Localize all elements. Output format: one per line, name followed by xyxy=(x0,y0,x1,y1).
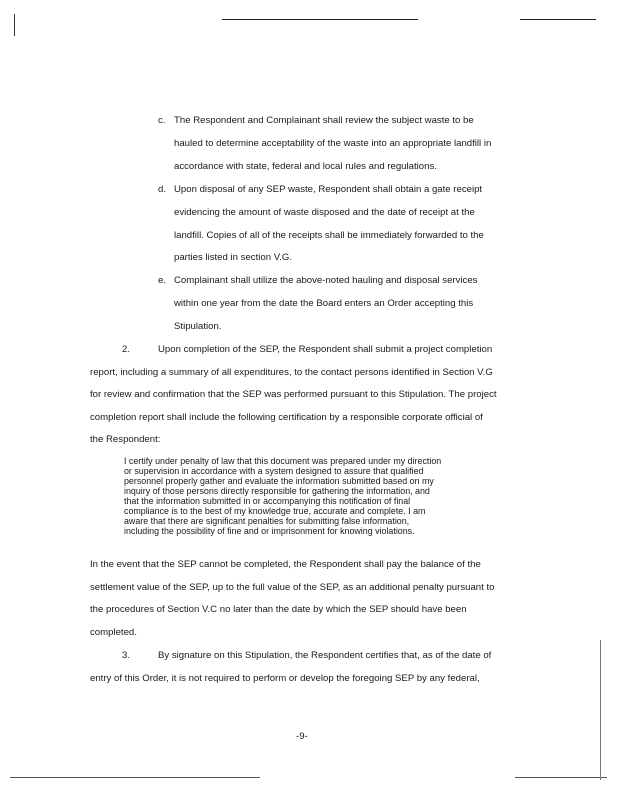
paragraph-2-line-2: report, including a summary of all expenditures, to the contact persons identified in Section V.G xyxy=(90,367,493,378)
paragraph-2-line-5: the Respondent: xyxy=(90,434,161,445)
certification-line-8: including the possibility of fine and or imprisonment for knowing violations. xyxy=(124,526,415,536)
page-number: -9- xyxy=(296,731,308,742)
item-label-c: c. xyxy=(158,115,166,126)
paragraph-2-line-4: completion report shall include the following certification by a responsible corporate official of xyxy=(90,412,483,423)
item-d-line-3: landfill. Copies of all of the receipts shall be immediately forwarded to the xyxy=(174,230,484,241)
certification-line-7: aware that there are significant penalties for submitting false information, xyxy=(124,516,410,526)
certification-line-3: personnel properly gather and evaluate the information submitted based on my xyxy=(124,476,434,486)
certification-line-5: that the information submitted in or accompanying this notification of final xyxy=(124,496,411,506)
top-rule-right xyxy=(520,19,596,20)
certification-line-4: inquiry of those persons directly responsible for gathering the information, and xyxy=(124,486,430,496)
item-c-line-2: hauled to determine acceptability of the waste into an appropriate landfill in xyxy=(174,138,492,149)
bottom-rule-left xyxy=(10,777,260,778)
top-rule-left xyxy=(222,19,418,20)
paragraph-3-line-2: entry of this Order, it is not required to perform or develop the foregoing SEP by any federal, xyxy=(90,673,480,684)
item-d-line-4: parties listed in section V.G. xyxy=(174,252,293,263)
paragraph-2-number: 2. xyxy=(122,344,131,355)
item-c-line-3: accordance with state, federal and local rules and regulations. xyxy=(174,161,437,172)
paragraph-2-line-1: Upon completion of the SEP, the Respondent shall submit a project completion xyxy=(158,344,493,355)
paragraph-3-line-1: By signature on this Stipulation, the Respondent certifies that, as of the date of xyxy=(158,650,492,661)
left-margin-mark xyxy=(14,14,15,36)
paragraph-3-number: 3. xyxy=(122,650,131,661)
item-label-e: e. xyxy=(158,275,167,286)
certification-line-2: or supervision in accordance with a system designed to assure that qualified xyxy=(124,466,424,476)
after-certification-line-1: In the event that the SEP cannot be completed, the Respondent shall pay the balance of the xyxy=(90,559,481,570)
after-certification-line-2: settlement value of the SEP, up to the full value of the SEP, as an additional penalty pursuant to xyxy=(90,582,495,593)
item-e-line-3: Stipulation. xyxy=(174,321,222,332)
after-certification-line-4: completed. xyxy=(90,627,137,638)
item-e-line-2: within one year from the date the Board enters an Order accepting this xyxy=(174,298,474,309)
item-c-line-1: The Respondent and Complainant shall review the subject waste to be xyxy=(174,115,474,126)
bottom-rule-right xyxy=(515,777,607,778)
after-certification-line-3: the procedures of Section V.C no later than the date by which the SEP should have been xyxy=(90,604,467,615)
certification-line-6: compliance is to the best of my knowledge true, accurate and complete. I am xyxy=(124,506,426,516)
item-d-line-1: Upon disposal of any SEP waste, Respondent shall obtain a gate receipt xyxy=(174,184,483,195)
item-e-line-1: Complainant shall utilize the above-noted hauling and disposal services xyxy=(174,275,478,286)
item-label-d: d. xyxy=(158,184,167,195)
paragraph-2-line-3: for review and confirmation that the SEP was performed pursuant to this Stipulation. The project xyxy=(90,389,497,400)
certification-line-1: I certify under penalty of law that this document was prepared under my direction xyxy=(124,456,442,466)
item-d-line-2: evidencing the amount of waste disposed and the date of receipt at the xyxy=(174,207,475,218)
right-margin-mark xyxy=(600,640,601,780)
